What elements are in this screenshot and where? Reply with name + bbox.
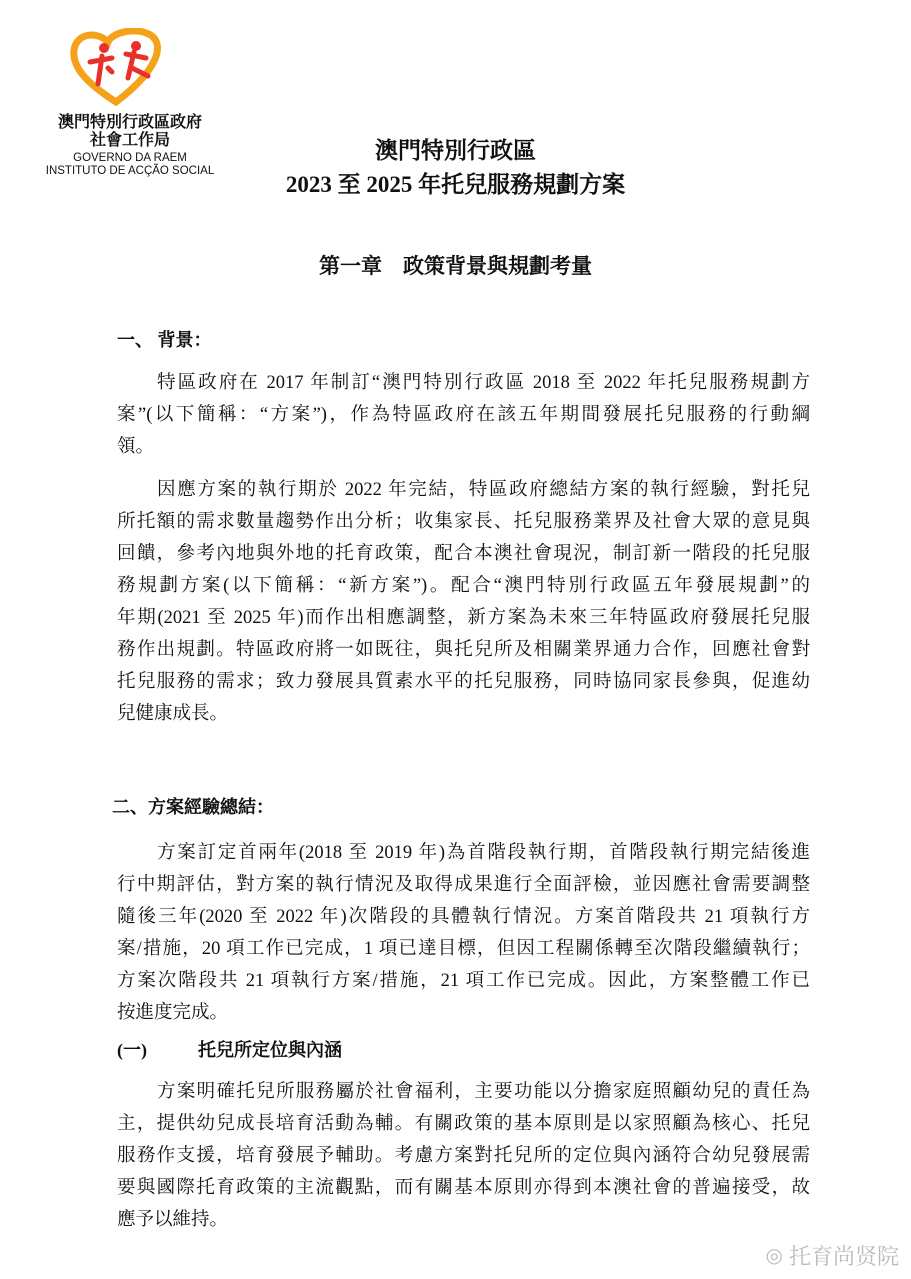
- org-name-zh: 澳門特別行政區政府: [57, 114, 202, 131]
- text-line: 務作出規劃。特區政府將一如既往，與托兒所及相關業界通力合作，回應社會對: [117, 640, 810, 660]
- org-name-pt: GOVERNO DA RAEM: [73, 152, 187, 164]
- text-line: 要與國際托育政策的主流觀點，而有關基本原則亦得到本澳社會的普遍接受，故: [117, 1178, 810, 1198]
- chapter-title: 第一章 政策背景與規劃考量: [319, 254, 592, 278]
- text-line: 特區政府在 2017 年制訂“澳門特別行政區 2018 至 2022 年托兒服務規劃方: [157, 373, 810, 393]
- doc-title-2: 2023 至 2025 年托兒服務規劃方案: [285, 172, 626, 197]
- text-line: 方案明確托兒所服務屬於社會福利，主要功能以分擔家庭照顧幼兒的責任為: [157, 1082, 810, 1102]
- paragraph: [117, 1076, 810, 1236]
- text-line: 方案訂定首兩年(2018 至 2019 年)為首階段執行期，首階段執行期完結後進: [157, 843, 810, 863]
- text-line: 年期(2021 至 2025 年)而作出相應調整，新方案為未來三年特區政府發展托兒服: [117, 608, 810, 628]
- text-line: 因應方案的執行期於 2022 年完結，特區政府總結方案的執行經驗，對托兒: [157, 480, 810, 500]
- paragraph: [117, 367, 810, 463]
- org-name-zh-2: 社會工作局: [89, 132, 170, 149]
- text-line: 回饋，參考內地與外地的托育政策，配合本澳社會現況，制訂新一階段的托兒服: [117, 544, 810, 564]
- org-name-pt-2: INSTITUTO DE ACÇÃO SOCIAL: [45, 165, 215, 177]
- text-line: 所托額的需求數量趨勢作出分析；收集家長、托兒服務業界及社會大眾的意見與: [117, 512, 810, 532]
- text-line: 案/措施，20 項工作已完成，1 項已達目標，但因工程關係轉至次階段繼續執行；: [117, 939, 810, 959]
- section-heading-summary: 二、方案經驗總結：: [112, 797, 274, 817]
- text-line: 領。: [117, 437, 155, 457]
- watermark: [766, 1240, 899, 1271]
- text-line: 案”(以下簡稱：“方案”)，作為特區政府在該五年期間發展托兒服務的行動綱: [117, 405, 810, 425]
- text-line: 兒健康成長。: [117, 704, 229, 724]
- doc-title-1: 澳門特別行政區: [375, 138, 536, 163]
- text-line: 行中期評估，對方案的執行情況及取得成果進行全面評檢，並因應社會需要調整: [117, 875, 810, 895]
- text-line: 方案次階段共 21 項執行方案/措施，21 項工作已完成。因此，方案整體工作已: [117, 971, 810, 991]
- weibo-icon: ◎: [765, 1245, 783, 1267]
- subsection-heading: 托兒所定位與內涵: [198, 1040, 342, 1060]
- section-heading-background: 一、 背景：: [117, 330, 212, 350]
- subsection-number: (一): [117, 1040, 147, 1060]
- text-line: 務規劃方案(以下簡稱：“新方案”)。配合“澳門特別行政區五年發展規劃”的: [117, 576, 810, 596]
- text-line: 隨後三年(2020 至 2022 年)次階段的具體執行情況。方案首階段共 21 項執行方: [117, 907, 810, 927]
- text-line: 應予以維持。: [117, 1210, 229, 1230]
- text-line: 服務作支援，培育發展予輔助。考慮方案對托兒所的定位與內涵符合幼兒發展需: [117, 1146, 810, 1166]
- paragraph: [117, 837, 810, 1029]
- paragraph: [117, 474, 810, 730]
- watermark-text: 托育尚贤院: [788, 1244, 899, 1269]
- text-line: 主，提供幼兒成長培育活動為輔。有關政策的基本原則是以家照顧為核心、托兒: [117, 1114, 810, 1134]
- heart-logo-icon: [68, 28, 164, 106]
- text-line: 按進度完成。: [117, 1003, 229, 1023]
- text-line: 托兒服務的需求；致力發展具質素水平的托兒服務，同時協同家長參與，促進幼: [117, 672, 810, 692]
